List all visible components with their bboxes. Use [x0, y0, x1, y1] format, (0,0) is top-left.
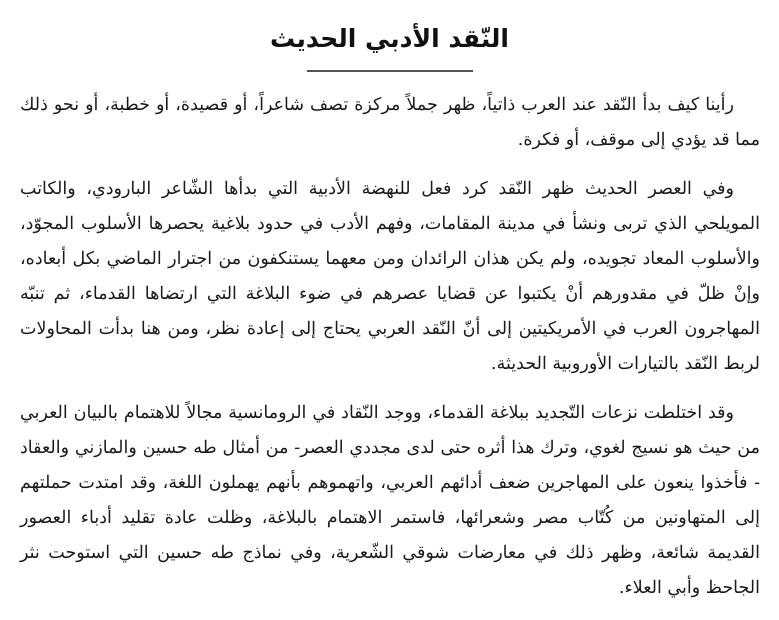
page-title: النّقد الأدبي الحديث [270, 24, 509, 53]
paragraph-2: وفي العصر الحديث ظهر النّقد كرد فعل للنهضة الأدبية التي بدأها الشّاعر البارودي، والكاتب المويلحي الذي تربى ونشأ في مدينة المقامات، وفهم الأدب في حدود بلاغية يحصرها الأسلوب المجوّد، والأسلوب المعاد تجويده، ولم يكن هذان الرائدان ومن معهما يستنكفون من اجترار الماضي بكل أبعاده، وإنْ ظلّ في مقدورهم أنْ يكتبوا عن قضايا عصرهم في ضوء البلاغة التي ارتضاها القدماء، ثم تنبّه المهاجرون العرب في الأمريكيتين إلى أنّ النّقد العربي يحتاج إلى إعادة نظر، ومن هنا بدأت المحاولات لربط النّقد بالتيارات الأوروبية الحديثة. [20, 179, 760, 374]
title-container [0, 22, 779, 56]
paragraph-3: وقد اختلطت نزعات التّجديد ببلاغة القدماء، ووجد النّقاد في الرومانسية مجالاً للاهتمام بالبيان العربي من حيث هو نسيج لغوي، وترك هذا أثره حتى لدى مجددي العصر- من أمثال طه حسين والمازني والعقاد - فأخذوا ينعون على المهاجرين ضعف أدائهم العربي، واتهموهم بأنهم يهملون اللغة، وقد امتدت حملتهم إلى المتهاونين من كُتّاب مصر وشعرائها، فاستمر الاهتمام بالبلاغة، وظلت عادة تقليد أدباء العصور القديمة شائعة، وظهر ذلك في معارضات شوقي الشّعرية، وفي نماذج طه حسين التي استوحت نثر الجاحظ وأبي العلاء. [20, 403, 760, 598]
title-underline [307, 70, 473, 72]
paragraph-1: رأينا كيف بدأ النّقد عند العرب ذاتياً، ظهر جملاً مركزة تصف شاعراً، أو قصيدة، أو خطبة، أو نحو ذلك مما قد يؤدي إلى موقف، أو فكرة. [20, 95, 760, 150]
article-body [20, 88, 760, 620]
